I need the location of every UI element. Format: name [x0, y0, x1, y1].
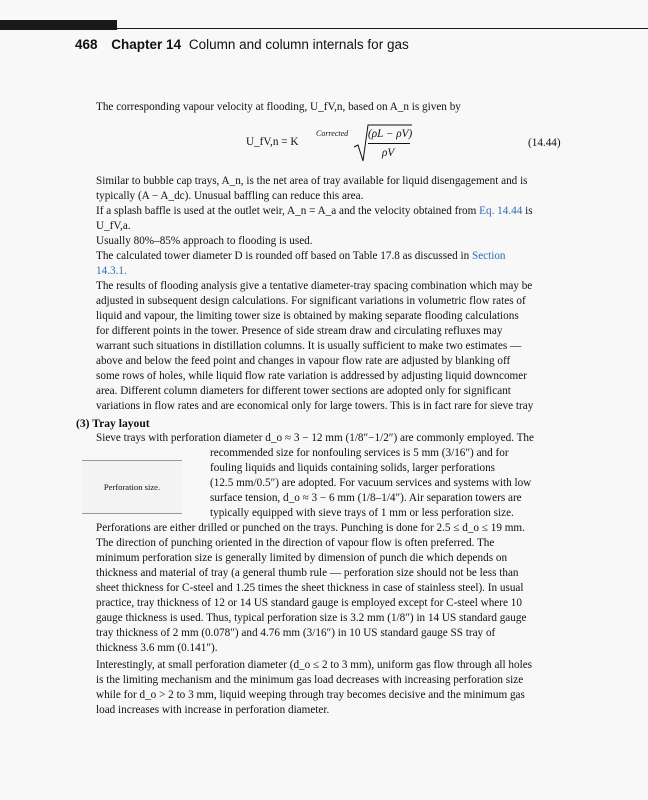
equation-link[interactable]: Eq. 14.44 — [479, 205, 523, 217]
para-flooding-line: for different points in the tower. Presence of side stream draw and circulating refluxes may — [96, 325, 503, 337]
section-heading-tray-layout: (3) Tray layout — [76, 417, 150, 430]
tray-text-line: sheet thickness for C-steel and 1.25 times the sheet thickness in case of stainless steel). In usual — [96, 582, 524, 594]
para-flooding-line: adjusted in subsequent design calculations. For significant variations in volumetric flow rates of — [96, 295, 526, 307]
section-link[interactable]: Section — [471, 250, 506, 262]
header-rule — [117, 28, 648, 29]
text-line: U_fV,a. — [96, 220, 131, 232]
para-flooding-line: some rows of holes, while liquid flow rate variation is addressed by adjusting liquid downcomer — [96, 370, 527, 382]
text-line: Usually 80%–85% approach to flooding is used. — [96, 235, 313, 247]
tray-indented-line: fouling liquids and liquids containing solids, larger perforations — [210, 462, 496, 474]
para-flooding-line: liquid and vapour, the limiting tower size is obtained by making separate flooding calculations — [96, 310, 519, 322]
tray-text-line: Sieve trays with perforation diameter d_o ≈ 3 − 12 mm (1/8″−1/2″) are commonly employed. The — [96, 432, 534, 444]
last-para-line: while for d_o > 2 to 3 mm, liquid weeping through tray becomes decisive and the minimum gas — [96, 689, 525, 701]
tray-text-line: thickness 3.6 mm (0.141″). — [96, 642, 218, 654]
para-velocity-intro: The corresponding vapour velocity at flooding, U_fV,n, based on A_n is given by — [96, 101, 461, 113]
tray-text-line: tray thickness of 2 mm (0.078″) and 4.76 mm (3/16″) in 10 US standard gauge SS tray of — [96, 627, 496, 639]
text-line: Similar to bubble cap trays, A_n, is the net area of tray available for liquid disengagement and is — [96, 175, 528, 187]
text-line: The calculated tower diameter D is rounded off based on Table 17.8 as discussed in Section — [96, 250, 506, 262]
last-para-line: is the limiting mechanism and the minimum gas load decreases with increasing perforation size — [96, 674, 524, 686]
header-bar — [0, 20, 117, 30]
equation-lhs: U_fV,n = K — [246, 136, 299, 148]
page-number: 468 — [75, 37, 98, 52]
text-line: typically (A − A_dc). Unusual baffling can reduce this area. — [96, 190, 364, 202]
last-para-line: Interestingly, at small perforation diameter (d_o ≤ 2 to 3 mm), uniform gas flow through all holes — [96, 659, 533, 671]
margin-note — [82, 460, 182, 514]
para-flooding-line: above and below the feed point and changes in vapour flow rate are adjusted by blanking off — [96, 355, 511, 367]
last-para-line: load increases with increase in perforation diameter. — [96, 704, 330, 716]
tray-text-line: thickness and material of tray (a general thumb rule — perforation size should not be less than — [96, 567, 519, 579]
para-flooding-line: variations in flow rates and are economical only for large towers. This is in fact rare for sieve tray — [96, 400, 534, 412]
section-link-cont[interactable]: 14.3.1. — [96, 265, 127, 277]
text-line: If a splash baffle is used at the outlet weir, A_n = A_a and the velocity obtained from Eq. 14.44 is — [96, 205, 533, 217]
equation-number: (14.44) — [528, 137, 561, 149]
tray-indented-line: (12.5 mm/0.5″) are adopted. For vacuum services and systems with low — [210, 477, 532, 489]
equation-superscript: Corrected — [316, 129, 349, 138]
tray-text-line: gauge thickness is used. Thus, typical perforation size is 3.2 mm (1/8″) in 14 US standard gauge — [96, 612, 527, 624]
tray-indented-line: recommended size for nonfouling services is 5 mm (3/16″) and for — [210, 447, 509, 459]
equation-denominator: ρV — [382, 147, 395, 159]
tray-text-line: minimum perforation size is generally limited by dimension of punch die which depends on — [96, 552, 508, 564]
chapter-label: Chapter 14 — [111, 37, 182, 52]
equation-numerator: (ρL − ρV) — [368, 128, 413, 140]
para-flooding-line: area. Different column diameters for different tower sections are adopted only for significant — [96, 385, 511, 397]
tray-indented-line: surface tension, d_o ≈ 3 − 6 mm (1/8–1/4″). Air separation towers are — [210, 492, 522, 504]
tray-text-line: Perforations are either drilled or punched on the trays. Punching is done for 2.5 ≤ d_o ≤ 19 mm. — [96, 522, 525, 534]
para-flooding-line: The results of flooding analysis give a tentative diameter-tray spacing combination which may be — [96, 280, 533, 292]
para-flooding-line: warrant such situations in distillation columns. It is usually sufficient to make two estimates — — [96, 340, 522, 352]
running-header — [75, 37, 409, 52]
fraction-bar — [368, 143, 410, 144]
tray-text-line: The direction of punching oriented in the direction of vapour flow is often preferred. The — [96, 537, 495, 549]
margin-note-text: Perforation size. — [103, 482, 161, 492]
tray-text-line: practice, tray thickness of 12 or 14 US standard gauge is employed except for C-steel where 10 — [96, 597, 522, 609]
tray-indented-line: typically equipped with sieve trays of 1 mm or less perforation size. — [210, 507, 514, 519]
chapter-title: Column and column internals for gas — [188, 37, 409, 52]
